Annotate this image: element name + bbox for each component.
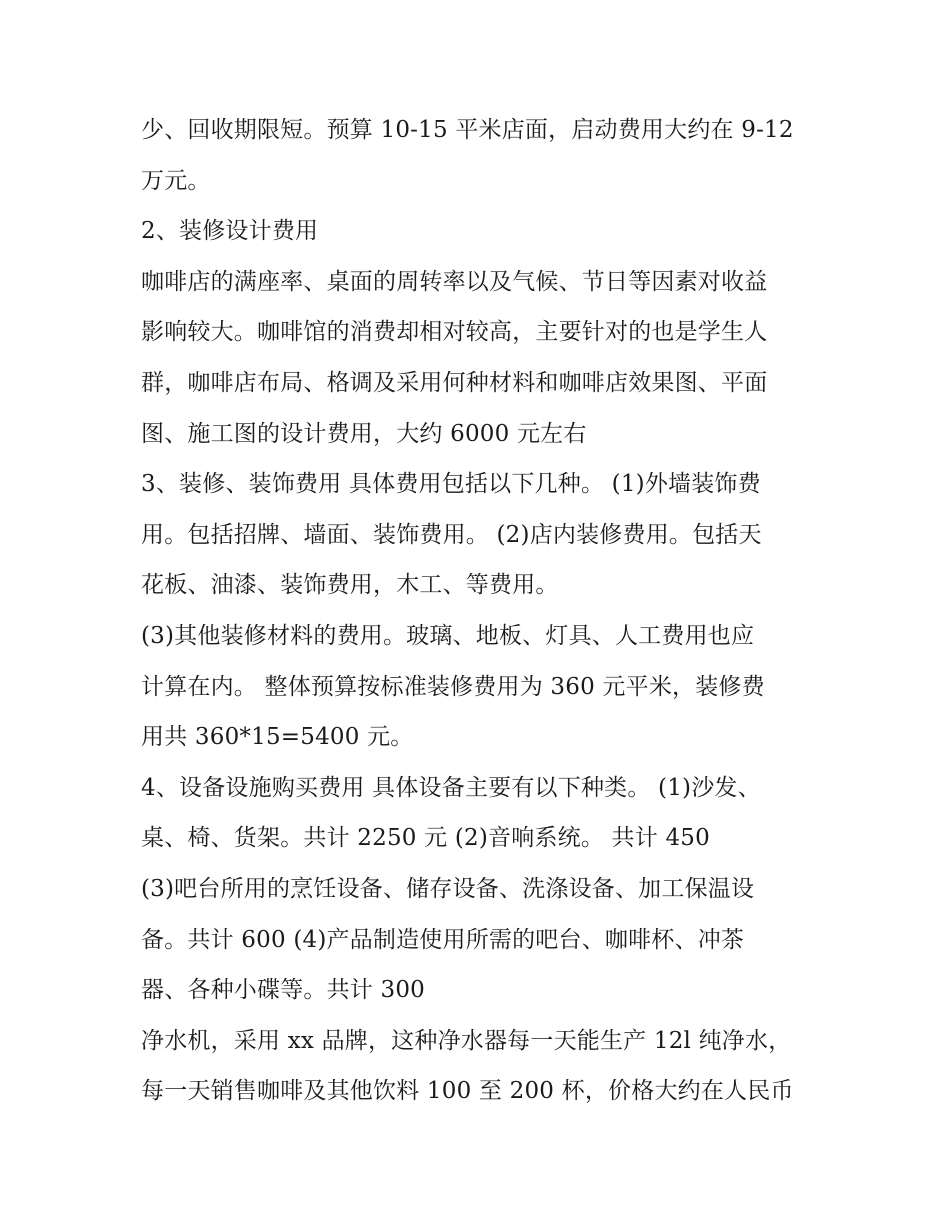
text-line: 图、施工图的设计费用，大约 6000 元左右 bbox=[141, 420, 587, 447]
section-heading: 3、装修、装饰费用 具体费用包括以下几种。 (1)外墙装饰费 bbox=[141, 471, 761, 498]
text-line: 计算在内。 整体预算按标准装修费用为 360 元平米，装修费 bbox=[141, 673, 765, 700]
text-line: 备。共计 600 (4)产品制造使用所需的吧台、咖啡杯、冲茶 bbox=[141, 926, 745, 953]
section-heading: 4、设备设施购买费用 具体设备主要有以下种类。 (1)沙发、 bbox=[141, 774, 761, 801]
text-line: 桌、椅、货架。共计 2250 元 (2)音响系统。 共计 450 bbox=[141, 825, 710, 852]
text-line: 器、各种小碟等。共计 300 bbox=[141, 977, 426, 1004]
text-line: (3)吧台所用的烹饪设备、储存设备、洗涤设备、加工保温设 bbox=[141, 875, 755, 902]
text-line: (3)其他装修材料的费用。玻璃、地板、灯具、人工费用也应 bbox=[141, 622, 755, 649]
text-line: 群，咖啡店布局、格调及采用何种材料和咖啡店效果图、平面 bbox=[141, 369, 768, 396]
text-line: 净水机，采用 xx 品牌，这种净水器每一天能生产 12l 纯净水， bbox=[141, 1027, 792, 1054]
text-line: 咖啡店的满座率、桌面的周转率以及气候、节日等因素对收益 bbox=[141, 268, 768, 295]
text-line: 少、回收期限短。预算 10-15 平米店面，启动费用大约在 9-12 bbox=[141, 117, 794, 143]
text-line: 用。包括招牌、墙面、装饰费用。 (2)店内装修费用。包括天 bbox=[141, 521, 762, 548]
text-line: 每一天销售咖啡及其他饮料 100 至 200 杯，价格大约在人民币 bbox=[141, 1078, 794, 1105]
text-line: 用共 360*15=5400 元。 bbox=[141, 724, 414, 751]
text-line: 花板、油漆、装饰费用，木工、等费用。 bbox=[141, 572, 559, 599]
text-line: 万元。 bbox=[141, 167, 211, 194]
text-line: 影响较大。咖啡馆的消费却相对较高，主要针对的也是学生人 bbox=[141, 319, 768, 346]
section-heading: 2、装修设计费用 bbox=[141, 218, 319, 245]
document-body bbox=[141, 105, 821, 1117]
